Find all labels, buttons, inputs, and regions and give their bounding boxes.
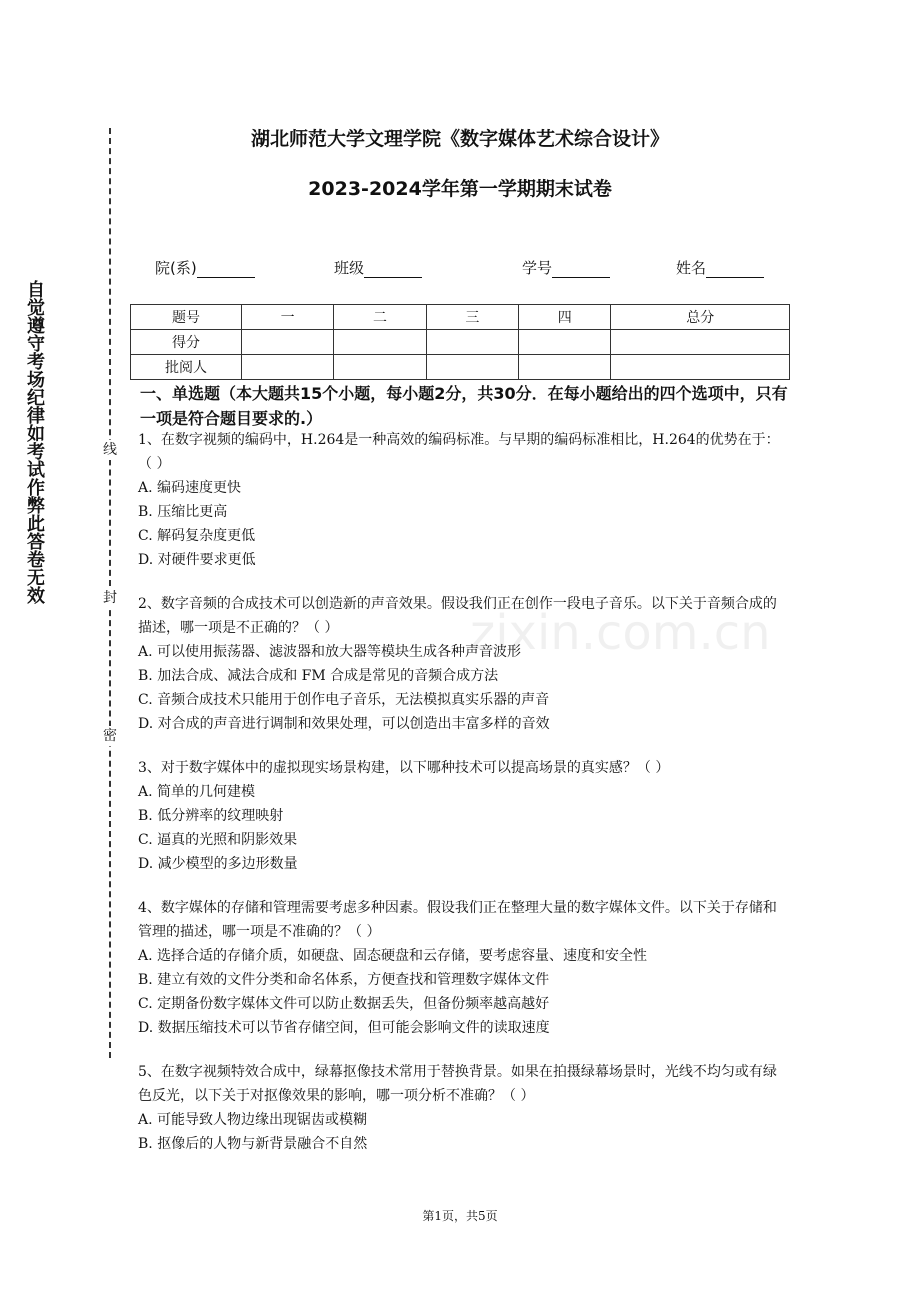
option-d[interactable]: D. 减少模型的多边形数量 <box>138 856 298 872</box>
class-field[interactable] <box>334 257 422 278</box>
header-cell: 三 <box>426 305 518 330</box>
question-stem: 4、数字媒体的存储和管理需要考虑多种因素。假设我们正在整理大量的数字媒体文件。以下关于存储和管理的描述，哪一项是不准确的？（ ） <box>138 900 777 940</box>
student-id-blank[interactable] <box>552 261 610 278</box>
binding-secret-label: 密 <box>100 726 120 746</box>
question-3 <box>138 756 784 876</box>
option-c[interactable]: C. 定期备份数字媒体文件可以防止数据丢失，但备份频率越高越好 <box>138 996 550 1012</box>
page-footer: 第1页，共5页 <box>422 1209 498 1223</box>
department-blank[interactable] <box>197 261 255 278</box>
question-stem: 2、数字音频的合成技术可以创造新的声音效果。假设我们正在创作一段电子音乐。以下关于音频合成的描述，哪一项是不正确的？（ ） <box>138 596 777 636</box>
binding-seal-label: 封 <box>100 588 120 608</box>
option-b[interactable]: B. 抠像后的人物与新背景融合不自然 <box>138 1136 368 1152</box>
student-id-field[interactable] <box>522 257 610 278</box>
section-heading: 一、单选题（本大题共15个小题，每小题2分，共30分．在每小题给出的四个选项中，只有一项是符合题目要求的.） <box>140 384 788 428</box>
question-2 <box>138 592 784 736</box>
score-cell[interactable] <box>519 330 611 355</box>
name-field[interactable] <box>676 257 764 278</box>
question-5 <box>138 1060 784 1156</box>
student-info-row <box>130 257 790 281</box>
score-table <box>130 304 790 380</box>
option-b[interactable]: B. 加法合成、减法合成和 FM 合成是常见的音频合成方法 <box>138 668 499 684</box>
option-a[interactable]: A. 简单的几何建模 <box>138 784 256 800</box>
class-blank[interactable] <box>364 261 422 278</box>
score-cell[interactable] <box>611 330 790 355</box>
score-row-label: 得分 <box>131 330 242 355</box>
question-stem: 5、在数字视频特效合成中，绿幕抠像技术常用于替换背景。如果在拍摄绿幕场景时，光线不均匀或有绿色反光，以下关于对抠像效果的影响，哪一项分析不准确？（ ） <box>138 1064 777 1104</box>
exam-title-line1: 湖北师范大学文理学院《数字媒体艺术综合设计》 <box>250 128 669 150</box>
name-label: 姓名 <box>676 259 707 277</box>
question-stem: 3、对于数字媒体中的虚拟现实场景构建，以下哪种技术可以提高场景的真实感？（ ） <box>138 760 670 776</box>
question-4 <box>138 896 784 1040</box>
option-c[interactable]: C. 逼真的光照和阴影效果 <box>138 832 298 848</box>
header-cell: 一 <box>242 305 334 330</box>
option-b[interactable]: B. 压缩比更高 <box>138 504 228 520</box>
option-c[interactable]: C. 解码复杂度更低 <box>138 528 256 544</box>
department-field[interactable] <box>155 257 255 278</box>
grader-cell[interactable] <box>426 355 518 380</box>
option-a[interactable]: A. 选择合适的存储介质，如硬盘、固态硬盘和云存储，要考虑容量、速度和安全性 <box>138 948 648 964</box>
class-label: 班级 <box>334 259 365 277</box>
option-c[interactable]: C. 音频合成技术只能用于创作电子音乐，无法模拟真实乐器的声音 <box>138 692 550 708</box>
option-a[interactable]: A. 编码速度更快 <box>138 480 242 496</box>
grader-cell[interactable] <box>611 355 790 380</box>
grader-cell[interactable] <box>242 355 334 380</box>
score-cell[interactable] <box>334 330 426 355</box>
question-list <box>138 428 784 1176</box>
option-d[interactable]: D. 数据压缩技术可以节省存储空间，但可能会影响文件的读取速度 <box>138 1020 550 1036</box>
option-b[interactable]: B. 低分辨率的纹理映射 <box>138 808 284 824</box>
name-blank[interactable] <box>706 261 764 278</box>
side-notice: 自觉遵守考场纪律如考试作弊此答卷无效 <box>24 280 45 604</box>
option-a[interactable]: A. 可以使用振荡器、滤波器和放大器等模块生成各种声音波形 <box>138 644 522 660</box>
header-cell: 四 <box>519 305 611 330</box>
grader-cell[interactable] <box>334 355 426 380</box>
question-1 <box>138 428 784 572</box>
score-cell[interactable] <box>426 330 518 355</box>
header-cell: 总分 <box>611 305 790 330</box>
grader-row-label: 批阅人 <box>131 355 242 380</box>
score-table-header <box>131 305 790 330</box>
header-cell: 二 <box>334 305 426 330</box>
grader-row <box>131 355 790 380</box>
grader-cell[interactable] <box>519 355 611 380</box>
option-d[interactable]: D. 对硬件要求更低 <box>138 552 256 568</box>
score-cell[interactable] <box>242 330 334 355</box>
binding-line-label: 线 <box>100 440 120 460</box>
question-stem: 1、在数字视频的编码中，H.264是一种高效的编码标准。与早期的编码标准相比，H.264的优势在于：（ ） <box>138 432 780 472</box>
watermark: zixin.com.cn <box>470 605 771 661</box>
student-id-label: 学号 <box>522 259 553 277</box>
option-b[interactable]: B. 建立有效的文件分类和命名体系，方便查找和管理数字媒体文件 <box>138 972 550 988</box>
header-cell: 题号 <box>131 305 242 330</box>
exam-title-line2: 2023-2024学年第一学期期末试卷 <box>308 178 612 200</box>
score-row <box>131 330 790 355</box>
option-a[interactable]: A. 可能导致人物边缘出现锯齿或模糊 <box>138 1112 368 1128</box>
option-d[interactable]: D. 对合成的声音进行调制和效果处理，可以创造出丰富多样的音效 <box>138 716 550 732</box>
department-label: 院(系) <box>155 259 197 277</box>
